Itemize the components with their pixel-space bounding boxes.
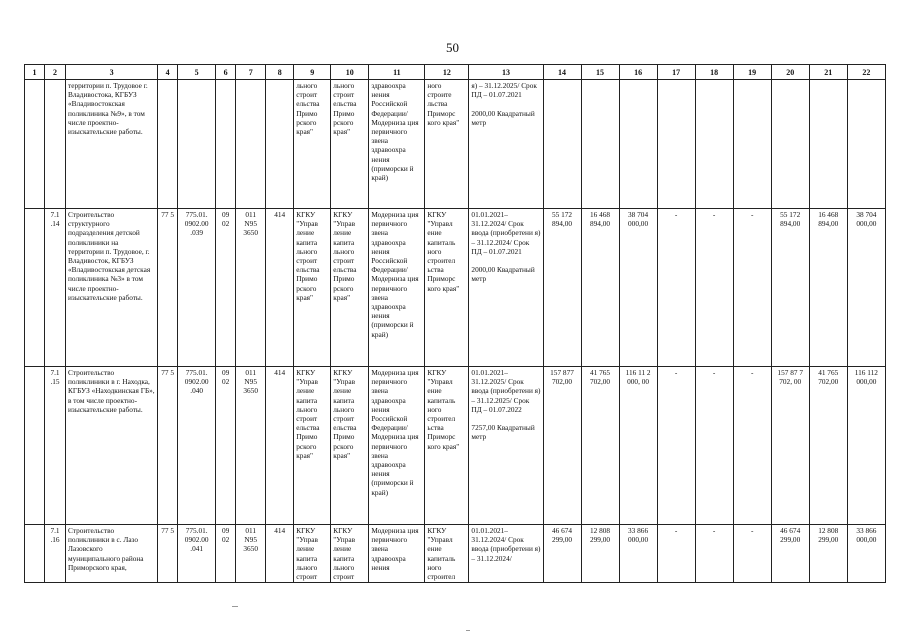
table-row bbox=[25, 209, 886, 367]
table-cell: 01.01.2021– 31.12.2024/ Срок ввода (приобретени я) – 31.12.2024/ Срок ПД – 01.07.2021 2000,00 Квадратный метр bbox=[469, 209, 543, 367]
table-cell bbox=[619, 80, 657, 209]
header-cell: 22 bbox=[847, 65, 885, 80]
table-row bbox=[25, 367, 886, 525]
table-cell: 41 765 702,00 bbox=[809, 367, 847, 525]
table-cell bbox=[581, 80, 619, 209]
table-cell: 414 bbox=[266, 525, 294, 583]
table-cell: 7.1 .15 bbox=[45, 367, 66, 525]
header-cell: 16 bbox=[619, 65, 657, 80]
table-cell: Модерниза ция первичного звена здравоохра нения bbox=[369, 525, 425, 583]
table-cell: 011 N95 3650 bbox=[236, 367, 266, 525]
header-cell: 10 bbox=[331, 65, 369, 80]
table-cell bbox=[733, 80, 771, 209]
table-cell: - bbox=[657, 367, 695, 525]
table-cell bbox=[236, 80, 266, 209]
table-cell: 01.01.2021– 31.12.2024/ Срок ввода (приобретени я) – 31.12.2024/ bbox=[469, 525, 543, 583]
table-cell: - bbox=[733, 209, 771, 367]
table-cell: льного строит ельства Примо рского края" bbox=[331, 80, 369, 209]
table-cell: - bbox=[733, 525, 771, 583]
header-cell: 1 bbox=[25, 65, 45, 80]
table-cell: 7.1 .16 bbox=[45, 525, 66, 583]
table-cell: Модерниза ция первичного звена здравоохра нения Российской Федерации/ Модерниза ция первичного звена здравоохра нения (приморски й край) bbox=[369, 209, 425, 367]
table-cell: - bbox=[657, 525, 695, 583]
table-cell: 77 5 bbox=[158, 209, 178, 367]
header-cell: 13 bbox=[469, 65, 543, 80]
table-cell: 77 5 bbox=[158, 525, 178, 583]
table-cell: 011 N95 3650 bbox=[236, 209, 266, 367]
table-cell: 33 866 000,00 bbox=[619, 525, 657, 583]
table-cell: 09 02 bbox=[216, 525, 236, 583]
table-cell bbox=[45, 80, 66, 209]
header-cell: 21 bbox=[809, 65, 847, 80]
table-cell: 775.01. 0902.00 .040 bbox=[178, 367, 216, 525]
table-cell bbox=[266, 80, 294, 209]
table-cell: 414 bbox=[266, 367, 294, 525]
table-cell: Модерниза ция первичного звена здравоохра нения Российской Федерации/ Модерниза ция первичного звена здравоохра нения (приморски й край) bbox=[369, 367, 425, 525]
table-cell: КГКУ "Управл ение капиталь ного строител bbox=[425, 525, 469, 583]
table-cell: я) – 31.12.2025/ Срок ПД – 01.07.2021 2000,00 Квадратный метр bbox=[469, 80, 543, 209]
table-cell: 77 5 bbox=[158, 367, 178, 525]
budget-table bbox=[24, 64, 886, 583]
table-cell: льного строит ельства Примо рского края" bbox=[294, 80, 331, 209]
table-cell: территории п. Трудовое г. Владивостока, КГБУЗ «Владивостокская поликлиника №9», в том числе проектно-изыскательские работы. bbox=[66, 80, 158, 209]
table-cell: 55 172 894,00 bbox=[543, 209, 581, 367]
table-cell: КГКУ "Управ ление капита льного строит ельства Примо рского края" bbox=[331, 209, 369, 367]
table-cell: КГКУ "Управл ение капиталь ного строител ьства Приморс кого края" bbox=[425, 209, 469, 367]
table-cell bbox=[543, 80, 581, 209]
table-cell: 46 674 299,00 bbox=[771, 525, 809, 583]
table-cell: 41 765 702,00 bbox=[581, 367, 619, 525]
header-cell: 5 bbox=[178, 65, 216, 80]
table-cell: - bbox=[695, 209, 733, 367]
table-cell: 775.01. 0902.00 .041 bbox=[178, 525, 216, 583]
table-cell bbox=[25, 80, 45, 209]
table-cell bbox=[25, 525, 45, 583]
header-cell: 17 bbox=[657, 65, 695, 80]
table-cell: 157 877 702,00 bbox=[543, 367, 581, 525]
header-cell: 4 bbox=[158, 65, 178, 80]
table-cell: КГКУ "Управл ение капиталь ного строител ьства Приморс кого края" bbox=[425, 367, 469, 525]
table-cell: - bbox=[695, 525, 733, 583]
header-cell: 18 bbox=[695, 65, 733, 80]
table-cell: 7.1 .14 bbox=[45, 209, 66, 367]
table-cell: КГКУ "Управ ление капита льного строит bbox=[331, 525, 369, 583]
table-cell: - bbox=[657, 209, 695, 367]
table-cell: Строительство структурного подразделения детской поликлиники на территории п. Трудовое, г. Владивосток, КГБУЗ «Владивостокская детская поликлиника №3» в том числе проектно-изыскательские работы. bbox=[66, 209, 158, 367]
table-cell: 16 468 894,00 bbox=[581, 209, 619, 367]
table-cell bbox=[695, 80, 733, 209]
table-cell bbox=[771, 80, 809, 209]
header-cell: 6 bbox=[216, 65, 236, 80]
table-cell: 12 808 299,00 bbox=[809, 525, 847, 583]
table-cell: 38 704 000,00 bbox=[847, 209, 885, 367]
header-cell: 19 bbox=[733, 65, 771, 80]
header-cell: 7 bbox=[236, 65, 266, 80]
table-row bbox=[25, 525, 886, 583]
table-cell: - bbox=[733, 367, 771, 525]
table-cell bbox=[178, 80, 216, 209]
table-cell: 116 11 2 000, 00 bbox=[619, 367, 657, 525]
table-cell: 12 808 299,00 bbox=[581, 525, 619, 583]
header-cell: 15 bbox=[581, 65, 619, 80]
page-number: 50 bbox=[446, 40, 459, 55]
table-cell: 157 87 7 702, 00 bbox=[771, 367, 809, 525]
header-cell: 9 bbox=[294, 65, 331, 80]
table-cell: 55 172 894,00 bbox=[771, 209, 809, 367]
table-cell: КГКУ "Управ ление капита льного строит ельства Примо рского края" bbox=[331, 367, 369, 525]
table-cell bbox=[158, 80, 178, 209]
header-row bbox=[25, 65, 886, 80]
scan-mark bbox=[232, 606, 238, 607]
table-cell bbox=[657, 80, 695, 209]
header-cell: 14 bbox=[543, 65, 581, 80]
table-cell: 33 866 000,00 bbox=[847, 525, 885, 583]
header-cell: 8 bbox=[266, 65, 294, 80]
table-cell bbox=[809, 80, 847, 209]
table-row bbox=[25, 80, 886, 209]
table-cell bbox=[847, 80, 885, 209]
table-cell bbox=[216, 80, 236, 209]
table-cell: 16 468 894,00 bbox=[809, 209, 847, 367]
table-cell: здравоохра нения Российской Федерации/ Модерниза ция первичного звена здравоохра нения (приморски й край) bbox=[369, 80, 425, 209]
header-cell: 12 bbox=[425, 65, 469, 80]
header-cell: 3 bbox=[66, 65, 158, 80]
table-cell: Строительство поликлиники в г. Находка, КГБУЗ «Находкинская ГБ», в том числе проектно-изыскательские работы. bbox=[66, 367, 158, 525]
table-cell bbox=[25, 367, 45, 525]
table-cell bbox=[25, 209, 45, 367]
table-cell: 116 112 000,00 bbox=[847, 367, 885, 525]
table-cell: КГКУ "Управ ление капита льного строит ельства Примо рского края" bbox=[294, 209, 331, 367]
scan-mark bbox=[466, 630, 470, 631]
table-cell: 414 bbox=[266, 209, 294, 367]
table-cell: 09 02 bbox=[216, 367, 236, 525]
table-cell: 38 704 000,00 bbox=[619, 209, 657, 367]
table-cell: Строительство поликлиники в с. Лазо Лазовского муниципального района Приморского края, bbox=[66, 525, 158, 583]
table-cell: 011 N95 3650 bbox=[236, 525, 266, 583]
header-cell: 11 bbox=[369, 65, 425, 80]
table-cell: - bbox=[695, 367, 733, 525]
table-cell: КГКУ "Управ ление капита льного строит ельства Примо рского края" bbox=[294, 367, 331, 525]
table-cell: ного строите льства Приморс кого края" bbox=[425, 80, 469, 209]
table-cell: 775.01. 0902.00 .039 bbox=[178, 209, 216, 367]
table-cell: 09 02 bbox=[216, 209, 236, 367]
header-cell: 2 bbox=[45, 65, 66, 80]
table-cell: 01.01.2021– 31.12.2025/ Срок ввода (приобретени я) – 31.12.2025/ Срок ПД – 01.07.2022 7257,00 Квадратный метр bbox=[469, 367, 543, 525]
header-cell: 20 bbox=[771, 65, 809, 80]
table-cell: КГКУ "Управ ление капита льного строит bbox=[294, 525, 331, 583]
table-cell: 46 674 299,00 bbox=[543, 525, 581, 583]
